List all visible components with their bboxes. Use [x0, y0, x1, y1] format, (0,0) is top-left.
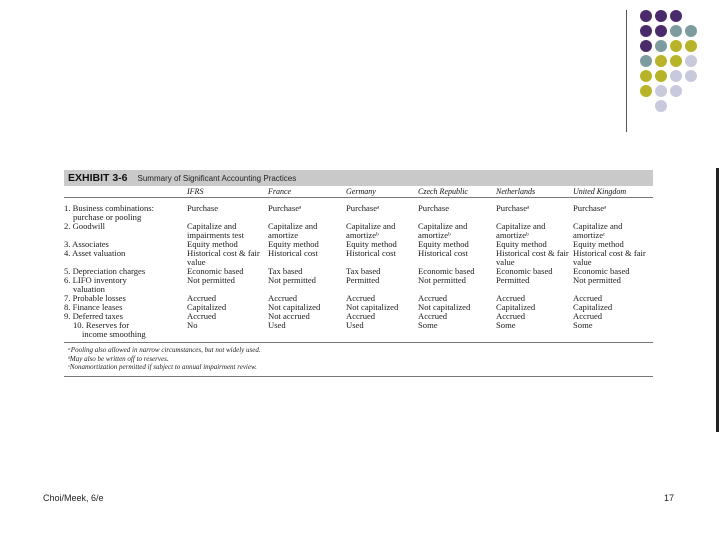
table-cell: Accrued	[346, 293, 376, 303]
row-label	[64, 321, 187, 339]
footnotes	[64, 346, 653, 372]
table-cell: Equity method	[573, 239, 624, 249]
column-header: Czech Republic	[418, 188, 496, 198]
table-cell: Capitalize and amortizeᵇ	[418, 221, 468, 240]
table-cell: Capitalize and amortizeᵇ	[346, 221, 396, 240]
table-cell: Historical cost	[346, 248, 396, 258]
table-cell: Purchaseᵃ	[573, 203, 607, 213]
column-header: France	[268, 188, 346, 198]
table-cell: Used	[268, 320, 286, 330]
table-cell: Historical cost & fair value	[573, 248, 646, 267]
decorative-dot	[670, 40, 682, 52]
table-cell: Equity method	[346, 239, 397, 249]
table-cell: Not capitalized	[268, 302, 321, 312]
decorative-dot	[655, 10, 667, 22]
decorative-dot	[670, 10, 682, 22]
table-cell: Economic based	[418, 266, 475, 276]
exhibit-number: EXHIBIT 3-6	[68, 172, 128, 184]
table-cell: Historical cost & fair value	[496, 248, 569, 267]
table-cell: Not permitted	[573, 275, 621, 285]
table-cell: Not capitalized	[418, 302, 471, 312]
table-cell: Accrued	[346, 311, 376, 321]
table-cell: Historical cost	[418, 248, 468, 258]
row-label-line: 5. Depreciation charges	[64, 266, 146, 276]
table-header-row	[64, 188, 653, 198]
table-cell: Accrued	[187, 311, 217, 321]
table-cell: No	[187, 320, 198, 330]
table-cell: Purchase	[418, 203, 450, 213]
decorative-dot	[655, 40, 667, 52]
row-label	[64, 204, 187, 222]
table-cell: Accrued	[418, 293, 448, 303]
table-row	[64, 222, 653, 240]
decorative-dot	[655, 55, 667, 67]
table-cell: Purchaseᵃ	[268, 203, 302, 213]
decorative-dot	[640, 85, 652, 97]
column-header: United Kingdom	[573, 188, 653, 198]
table-cell: Accrued	[268, 293, 298, 303]
decorative-dot	[655, 25, 667, 37]
decorative-dot	[655, 100, 667, 112]
table-cell: Equity method	[268, 239, 319, 249]
table-cell: Capitalize and impairments test	[187, 221, 245, 240]
column-header: IFRS	[187, 188, 268, 198]
table-cell: Accrued	[187, 293, 217, 303]
decorative-dot	[685, 40, 697, 52]
table-cell: Some	[573, 320, 593, 330]
row-label-line: 6. LIFO inventory	[64, 275, 127, 285]
footnote: ᵇMay also be written off to reserves.	[68, 354, 169, 363]
table-cell: Capitalized	[573, 302, 613, 312]
table-cell: Not permitted	[187, 275, 235, 285]
table-row	[64, 204, 653, 222]
table-row	[64, 249, 653, 267]
table-cell: Accrued	[418, 311, 448, 321]
decorative-dot	[670, 25, 682, 37]
row-label	[64, 249, 187, 267]
row-label-line: 7. Probable losses	[64, 293, 126, 303]
table-cell: Equity method	[496, 239, 547, 249]
row-label-line: 2. Goodwill	[64, 221, 106, 231]
decorative-dot-grid	[640, 10, 720, 120]
page-number: 17	[664, 493, 675, 503]
exhibit-bottom-rule	[64, 376, 653, 377]
table-cell: Economic based	[496, 266, 553, 276]
table-cell: Purchaseᵃ	[496, 203, 530, 213]
row-label	[64, 222, 187, 240]
accounting-practices-table	[64, 188, 653, 339]
table-cell: Capitalize and amortizeᶜ	[573, 221, 623, 240]
table-row	[64, 276, 653, 294]
footnote-divider	[64, 342, 653, 343]
table-cell: Used	[346, 320, 364, 330]
exhibit-header	[64, 170, 653, 186]
decorative-dot	[685, 55, 697, 67]
page-edge-bar	[716, 168, 719, 432]
table-cell: Accrued	[496, 311, 526, 321]
table-cell: Some	[418, 320, 438, 330]
table-cell: Some	[496, 320, 516, 330]
table-cell: Tax based	[346, 266, 381, 276]
table-cell: Permitted	[346, 275, 380, 285]
decorative-dot	[655, 70, 667, 82]
decorative-dot	[670, 85, 682, 97]
table-cell: Equity method	[187, 239, 238, 249]
table-cell: Capitalize and amortize	[268, 221, 318, 240]
decorative-dot	[640, 40, 652, 52]
table-cell: Not capitalized	[346, 302, 399, 312]
table-cell: Capitalized	[187, 302, 227, 312]
table-cell: Economic based	[187, 266, 244, 276]
decorative-dot	[640, 55, 652, 67]
decorative-dot	[640, 10, 652, 22]
column-header: Germany	[346, 188, 418, 198]
exhibit-figure	[64, 170, 653, 377]
table-cell: Not permitted	[268, 275, 316, 285]
table-cell: Accrued	[573, 293, 603, 303]
decorative-dot	[640, 70, 652, 82]
table-cell: Permitted	[496, 275, 530, 285]
table-cell: Purchase	[187, 203, 219, 213]
row-label-line: purchase or pooling	[73, 212, 142, 222]
decorative-dot	[655, 85, 667, 97]
row-label-line: valuation	[73, 284, 105, 294]
header-blank	[64, 188, 187, 198]
decorative-dot	[670, 55, 682, 67]
table-cell: Not accrued	[268, 311, 310, 321]
table-cell: Economic based	[573, 266, 630, 276]
decorative-dot	[685, 70, 697, 82]
table-cell: Capitalized	[496, 302, 536, 312]
table-row	[64, 321, 653, 339]
table-cell: Purchaseᵃ	[346, 203, 380, 213]
table-cell: Equity method	[418, 239, 469, 249]
decorative-dot	[685, 25, 697, 37]
decorative-dot	[640, 25, 652, 37]
decorative-dot	[670, 70, 682, 82]
row-label-line: 10. Reserves for	[73, 320, 130, 330]
exhibit-title: Summary of Significant Accounting Practices	[137, 173, 297, 183]
table-cell: Historical cost & fair value	[187, 248, 260, 267]
table-cell: Tax based	[268, 266, 303, 276]
row-label	[64, 276, 187, 294]
table-cell: Historical cost	[268, 248, 318, 258]
row-label-line: 8. Finance leases	[64, 302, 123, 312]
vertical-divider-line	[626, 10, 627, 132]
table-cell: Not permitted	[418, 275, 466, 285]
row-label-line: income smoothing	[82, 329, 146, 339]
row-label-line: 1. Business combinations:	[64, 203, 154, 213]
table-cell: Accrued	[573, 311, 603, 321]
row-label-line: 9. Deferred taxes	[64, 311, 123, 321]
table-cell: Capitalize and amortizeᵇ	[496, 221, 546, 240]
column-header: Netherlands	[496, 188, 573, 198]
footnote: ᶜNonamortization permitted if subject to annual impairment review.	[68, 363, 257, 371]
row-label-line: 3. Associates	[64, 239, 109, 249]
table-cell: Accrued	[496, 293, 526, 303]
footnote: ᵃPooling also allowed in narrow circumstances, but not widely used.	[68, 346, 261, 354]
footer-citation: Choi/Meek, 6/e	[43, 493, 104, 503]
row-label-line: 4. Asset valuation	[64, 248, 126, 258]
